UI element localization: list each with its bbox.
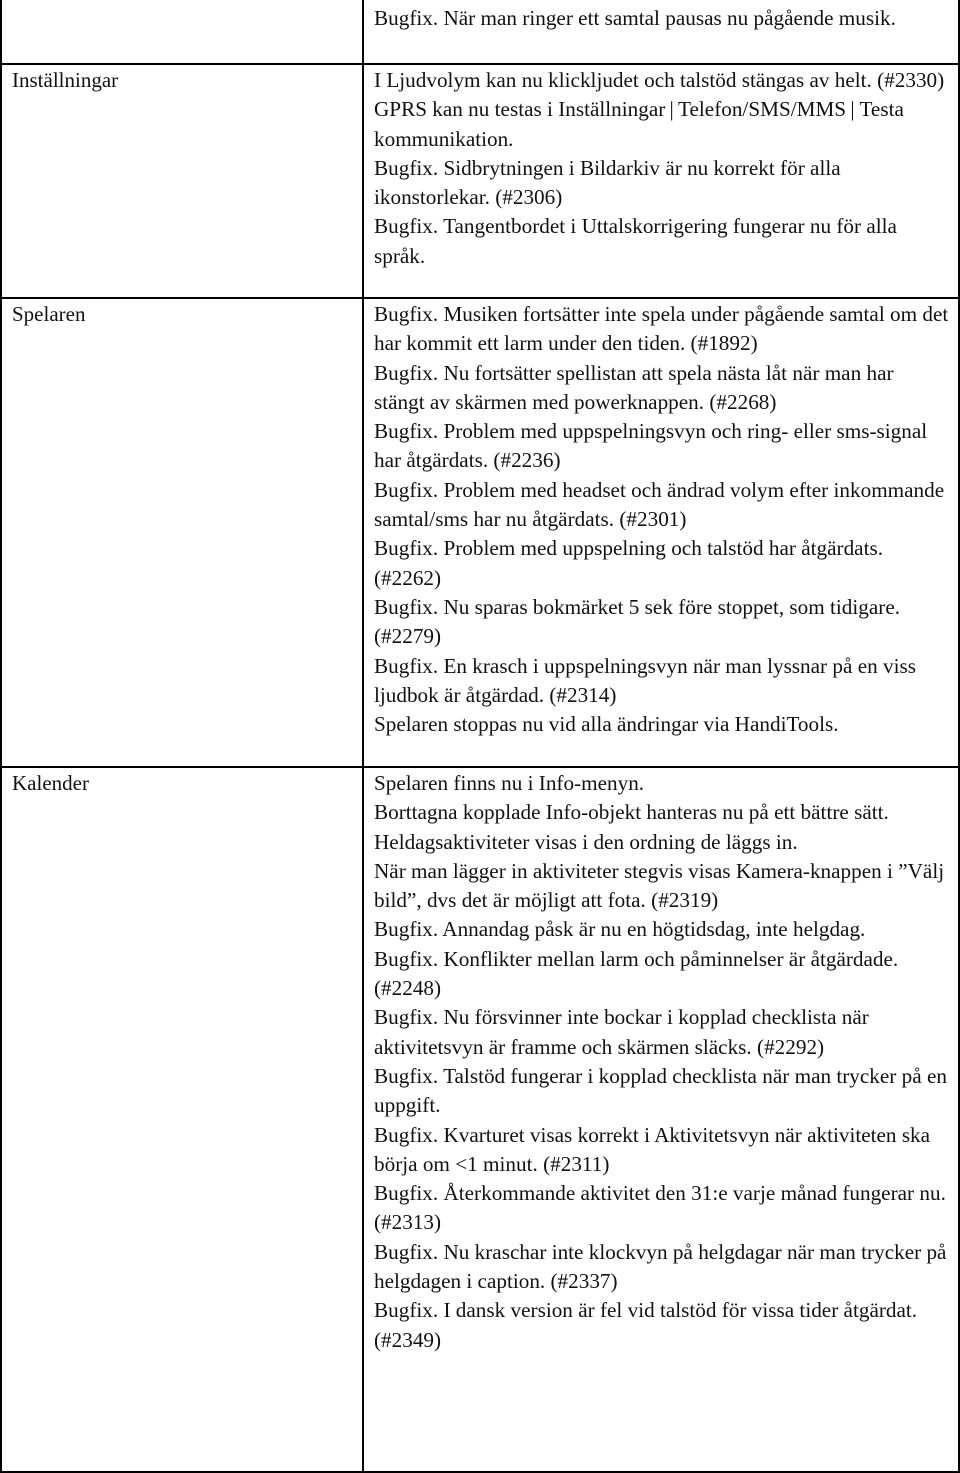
list-item: Bugfix. Annandag påsk är nu en högtidsdag, inte helgdag. [374,917,866,942]
list-item: Bugfix. Sidbrytningen i Bildarkiv är nu korrekt för alla ikonstorlekar. (#2306) [374,155,841,210]
list-item: När man lägger in aktiviteter stegvis visas Kamera-knappen i ”Välj bild”, dvs det är möjligt att fota. (#2319) [374,858,945,913]
list-item: Bugfix. Återkommande aktivitet den 31:e varje månad fungerar nu. (#2313) [374,1181,946,1235]
list-item: GPRS kan nu testas i Inställningar | Telefon/SMS/MMS | Testa kommunikation. [374,97,904,151]
list-item: Bugfix. Nu kraschar inte klockvyn på helgdagar när man trycker på helgdagen i caption. (#2337) [374,1239,947,1294]
items-installningar [374,66,949,271]
list-item: Bugfix. Musiken fortsätter inte spela under pågående samtal om det har kommit ett larm under den tiden. (#1892) [374,302,949,356]
list-item: Bugfix. Nu fortsätter spellistan att spela nästa låt när man har stängt av skärmen med powerknappen. (#2268) [374,360,894,414]
list-item: Bugfix. Tangentbordet i Uttalskorrigering fungerar nu för alla språk. [374,214,897,268]
list-item: Heldagsaktiviteter visas i den ordning de läggs in. [374,829,798,854]
table-border-left [0,0,2,1473]
list-item: Spelaren stoppas nu vid alla ändringar via HandiTools. [374,712,839,737]
category-label-spelaren: Spelaren [12,302,86,326]
list-item: Borttagna kopplade Info-objekt hanteras nu på ett bättre sätt. [374,800,889,825]
items-spelaren [374,300,949,739]
list-item: Bugfix. Problem med headset och ändrad volym efter inkommande samtal/sms har nu åtgärdats. (#2301) [374,477,945,532]
list-item: Bugfix. Talstöd fungerar i kopplad checklista när man trycker på en uppgift. [374,1063,947,1118]
list-item: Bugfix. En krasch i uppspelningsvyn när man lyssnar på en viss ljudbok är åtgärdad. (#2314) [374,653,916,707]
row-divider [0,297,960,299]
table-column-divider [362,0,364,1473]
list-item: Spelaren finns nu i Info-menyn. [374,771,645,795]
list-item: Bugfix. Kvarturet visas korrekt i Aktivitetsvyn när aktiviteten ska börja om <1 minut. (#2311) [374,1122,931,1176]
list-item: I Ljudvolym kan nu klickljudet och talstöd stängas av helt. (#2330) [374,68,945,92]
list-item: Bugfix. Konflikter mellan larm och påminnelser är åtgärdade. (#2248) [374,946,899,1001]
list-item: Bugfix. I dansk version är fel vid talstöd för vissa tider åtgärdat. (#2349) [374,1298,918,1352]
category-label-kalender: Kalender [12,771,89,795]
list-item: Bugfix. Problem med uppspelning och talstöd har åtgärdats. (#2262) [374,536,883,590]
row-divider [0,766,960,768]
list-item: Bugfix. Nu försvinner inte bockar i kopplad checklista när aktivitetsvyn är framme och skärmen släcks. (#2292) [374,1005,869,1059]
items-kalender [374,769,949,1355]
list-item: Bugfix. Problem med uppspelningsvyn och ring- eller sms-signal har åtgärdats. (#2236) [374,419,928,473]
list-item: Bugfix. När man ringer ett samtal pausas nu pågående musik. [374,6,896,30]
list-item: Bugfix. Nu sparas bokmärket 5 sek före stoppet, som tidigare. (#2279) [374,594,901,649]
category-label-installningar: Inställningar [12,68,119,92]
continued-items [374,4,949,33]
row-divider [0,63,960,65]
